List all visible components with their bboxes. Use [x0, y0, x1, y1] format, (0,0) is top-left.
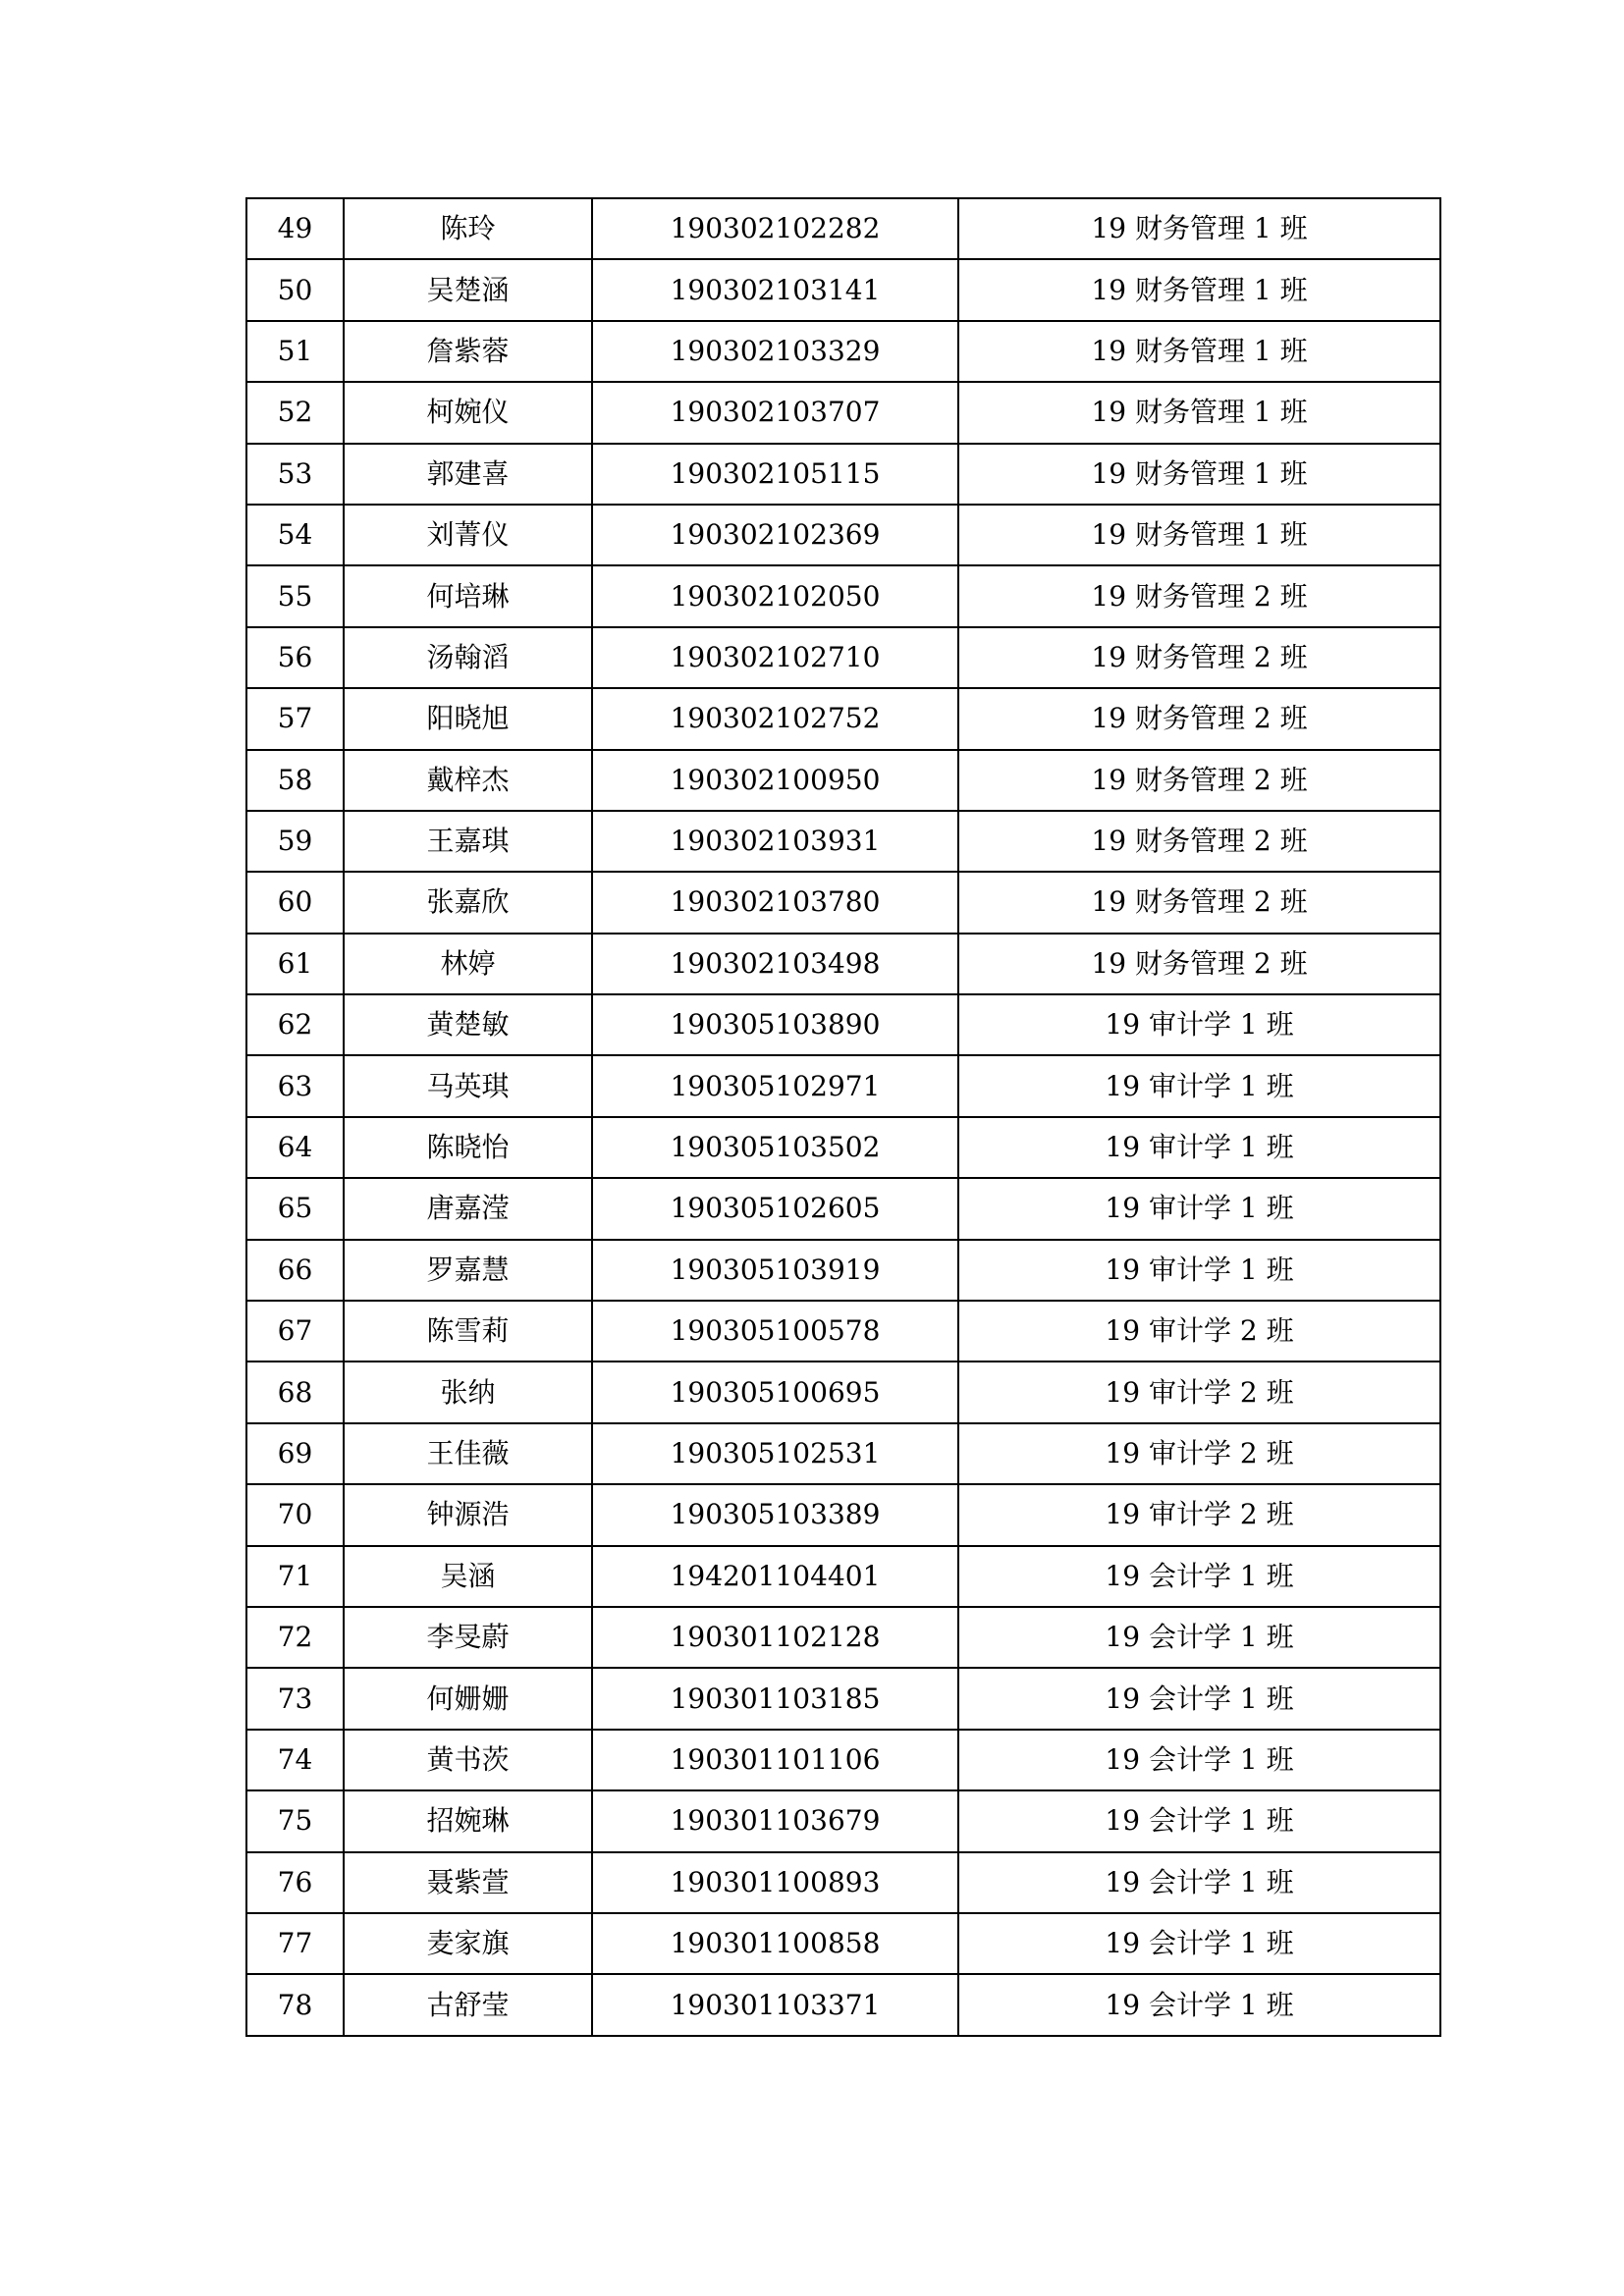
table-row	[246, 994, 1440, 1055]
row-index-cell: 73	[246, 1668, 344, 1729]
student-name-cell: 郭建喜	[344, 444, 592, 505]
student-name-cell: 古舒莹	[344, 1974, 592, 2035]
row-index-cell: 77	[246, 1913, 344, 1974]
student-name-cell: 王嘉琪	[344, 811, 592, 872]
table-row	[246, 688, 1440, 749]
student-id-cell: 190305103890	[592, 994, 958, 1055]
student-name-cell: 何姗姗	[344, 1668, 592, 1729]
student-name-cell: 林婷	[344, 934, 592, 994]
table-row	[246, 444, 1440, 505]
student-name-cell: 陈晓怡	[344, 1117, 592, 1178]
student-id-cell: 190301103679	[592, 1790, 958, 1851]
row-index-cell: 69	[246, 1423, 344, 1484]
row-index-cell: 52	[246, 382, 344, 443]
row-index-cell: 58	[246, 750, 344, 811]
class-name-cell: 19 会计学 1 班	[958, 1730, 1440, 1790]
student-name-cell: 李旻蔚	[344, 1607, 592, 1668]
roster-table-body	[246, 198, 1440, 2036]
table-row	[246, 1178, 1440, 1239]
class-name-cell: 19 审计学 1 班	[958, 1178, 1440, 1239]
class-name-cell: 19 财务管理 1 班	[958, 198, 1440, 259]
row-index-cell: 78	[246, 1974, 344, 2035]
student-id-cell: 190302102282	[592, 198, 958, 259]
student-name-cell: 唐嘉滢	[344, 1178, 592, 1239]
class-name-cell: 19 审计学 1 班	[958, 1055, 1440, 1116]
row-index-cell: 50	[246, 259, 344, 320]
student-name-cell: 詹紫蓉	[344, 321, 592, 382]
student-id-cell: 190301103185	[592, 1668, 958, 1729]
class-name-cell: 19 会计学 1 班	[958, 1913, 1440, 1974]
row-index-cell: 64	[246, 1117, 344, 1178]
row-index-cell: 62	[246, 994, 344, 1055]
table-row	[246, 1055, 1440, 1116]
student-id-cell: 190302102752	[592, 688, 958, 749]
student-id-cell: 190302102369	[592, 505, 958, 565]
row-index-cell: 57	[246, 688, 344, 749]
table-row	[246, 1913, 1440, 1974]
student-id-cell: 190305103919	[592, 1240, 958, 1301]
row-index-cell: 67	[246, 1301, 344, 1362]
class-name-cell: 19 会计学 1 班	[958, 1790, 1440, 1851]
row-index-cell: 54	[246, 505, 344, 565]
student-id-cell: 190302103329	[592, 321, 958, 382]
table-row	[246, 1301, 1440, 1362]
table-row	[246, 1484, 1440, 1545]
student-id-cell: 190305102605	[592, 1178, 958, 1239]
student-id-cell: 190305102531	[592, 1423, 958, 1484]
row-index-cell: 51	[246, 321, 344, 382]
class-name-cell: 19 审计学 1 班	[958, 994, 1440, 1055]
table-row	[246, 1790, 1440, 1851]
student-name-cell: 马英琪	[344, 1055, 592, 1116]
student-name-cell: 刘菁仪	[344, 505, 592, 565]
student-id-cell: 190302103931	[592, 811, 958, 872]
class-name-cell: 19 审计学 2 班	[958, 1301, 1440, 1362]
table-row	[246, 627, 1440, 688]
class-name-cell: 19 审计学 1 班	[958, 1117, 1440, 1178]
student-name-cell: 吴楚涵	[344, 259, 592, 320]
table-row	[246, 198, 1440, 259]
student-id-cell: 190305103502	[592, 1117, 958, 1178]
table-row	[246, 382, 1440, 443]
row-index-cell: 76	[246, 1852, 344, 1913]
class-name-cell: 19 财务管理 1 班	[958, 444, 1440, 505]
student-name-cell: 陈雪莉	[344, 1301, 592, 1362]
student-name-cell: 张纳	[344, 1362, 592, 1422]
student-name-cell: 柯婉仪	[344, 382, 592, 443]
table-row	[246, 872, 1440, 933]
student-id-cell: 194201104401	[592, 1546, 958, 1607]
class-name-cell: 19 财务管理 2 班	[958, 565, 1440, 626]
row-index-cell: 72	[246, 1607, 344, 1668]
student-name-cell: 黄楚敏	[344, 994, 592, 1055]
table-row	[246, 259, 1440, 320]
student-id-cell: 190305102971	[592, 1055, 958, 1116]
student-id-cell: 190301103371	[592, 1974, 958, 2035]
student-name-cell: 麦家旗	[344, 1913, 592, 1974]
class-name-cell: 19 会计学 1 班	[958, 1668, 1440, 1729]
student-id-cell: 190301102128	[592, 1607, 958, 1668]
class-name-cell: 19 审计学 2 班	[958, 1362, 1440, 1422]
row-index-cell: 49	[246, 198, 344, 259]
row-index-cell: 59	[246, 811, 344, 872]
row-index-cell: 53	[246, 444, 344, 505]
table-row	[246, 1852, 1440, 1913]
table-row	[246, 1117, 1440, 1178]
table-row	[246, 1362, 1440, 1422]
table-row	[246, 1240, 1440, 1301]
table-row	[246, 565, 1440, 626]
class-name-cell: 19 财务管理 2 班	[958, 872, 1440, 933]
class-name-cell: 19 财务管理 2 班	[958, 688, 1440, 749]
class-name-cell: 19 审计学 2 班	[958, 1484, 1440, 1545]
table-row	[246, 934, 1440, 994]
student-name-cell: 吴涵	[344, 1546, 592, 1607]
student-id-cell: 190301100858	[592, 1913, 958, 1974]
row-index-cell: 63	[246, 1055, 344, 1116]
table-row	[246, 1730, 1440, 1790]
row-index-cell: 71	[246, 1546, 344, 1607]
student-id-cell: 190302103498	[592, 934, 958, 994]
class-name-cell: 19 会计学 1 班	[958, 1974, 1440, 2035]
class-name-cell: 19 财务管理 2 班	[958, 811, 1440, 872]
row-index-cell: 66	[246, 1240, 344, 1301]
table-row	[246, 1423, 1440, 1484]
class-name-cell: 19 财务管理 1 班	[958, 321, 1440, 382]
row-index-cell: 61	[246, 934, 344, 994]
class-name-cell: 19 会计学 1 班	[958, 1546, 1440, 1607]
student-id-cell: 190302103141	[592, 259, 958, 320]
class-name-cell: 19 财务管理 1 班	[958, 505, 1440, 565]
row-index-cell: 60	[246, 872, 344, 933]
student-id-cell: 190305100578	[592, 1301, 958, 1362]
student-name-cell: 招婉琳	[344, 1790, 592, 1851]
student-name-cell: 何培琳	[344, 565, 592, 626]
table-row	[246, 505, 1440, 565]
row-index-cell: 75	[246, 1790, 344, 1851]
student-id-cell: 190302100950	[592, 750, 958, 811]
student-roster-table	[245, 197, 1441, 2037]
student-id-cell: 190301100893	[592, 1852, 958, 1913]
student-name-cell: 阳晓旭	[344, 688, 592, 749]
class-name-cell: 19 财务管理 2 班	[958, 627, 1440, 688]
class-name-cell: 19 财务管理 2 班	[958, 934, 1440, 994]
student-name-cell: 汤翰滔	[344, 627, 592, 688]
row-index-cell: 68	[246, 1362, 344, 1422]
table-row	[246, 1974, 1440, 2035]
student-name-cell: 黄书茨	[344, 1730, 592, 1790]
row-index-cell: 56	[246, 627, 344, 688]
row-index-cell: 74	[246, 1730, 344, 1790]
student-name-cell: 陈玲	[344, 198, 592, 259]
student-name-cell: 聂紫萱	[344, 1852, 592, 1913]
student-id-cell: 190305100695	[592, 1362, 958, 1422]
class-name-cell: 19 会计学 1 班	[958, 1852, 1440, 1913]
student-id-cell: 190305103389	[592, 1484, 958, 1545]
student-id-cell: 190301101106	[592, 1730, 958, 1790]
student-name-cell: 钟源浩	[344, 1484, 592, 1545]
table-row	[246, 1607, 1440, 1668]
class-name-cell: 19 审计学 1 班	[958, 1240, 1440, 1301]
student-id-cell: 190302103780	[592, 872, 958, 933]
row-index-cell: 65	[246, 1178, 344, 1239]
row-index-cell: 55	[246, 565, 344, 626]
class-name-cell: 19 会计学 1 班	[958, 1607, 1440, 1668]
student-id-cell: 190302105115	[592, 444, 958, 505]
student-id-cell: 190302102710	[592, 627, 958, 688]
table-row	[246, 321, 1440, 382]
student-name-cell: 戴梓杰	[344, 750, 592, 811]
class-name-cell: 19 财务管理 1 班	[958, 259, 1440, 320]
student-id-cell: 190302102050	[592, 565, 958, 626]
student-name-cell: 罗嘉慧	[344, 1240, 592, 1301]
table-row	[246, 1668, 1440, 1729]
class-name-cell: 19 审计学 2 班	[958, 1423, 1440, 1484]
class-name-cell: 19 财务管理 2 班	[958, 750, 1440, 811]
table-row	[246, 1546, 1440, 1607]
student-id-cell: 190302103707	[592, 382, 958, 443]
table-row	[246, 811, 1440, 872]
class-name-cell: 19 财务管理 1 班	[958, 382, 1440, 443]
student-name-cell: 王佳薇	[344, 1423, 592, 1484]
row-index-cell: 70	[246, 1484, 344, 1545]
table-row	[246, 750, 1440, 811]
student-name-cell: 张嘉欣	[344, 872, 592, 933]
